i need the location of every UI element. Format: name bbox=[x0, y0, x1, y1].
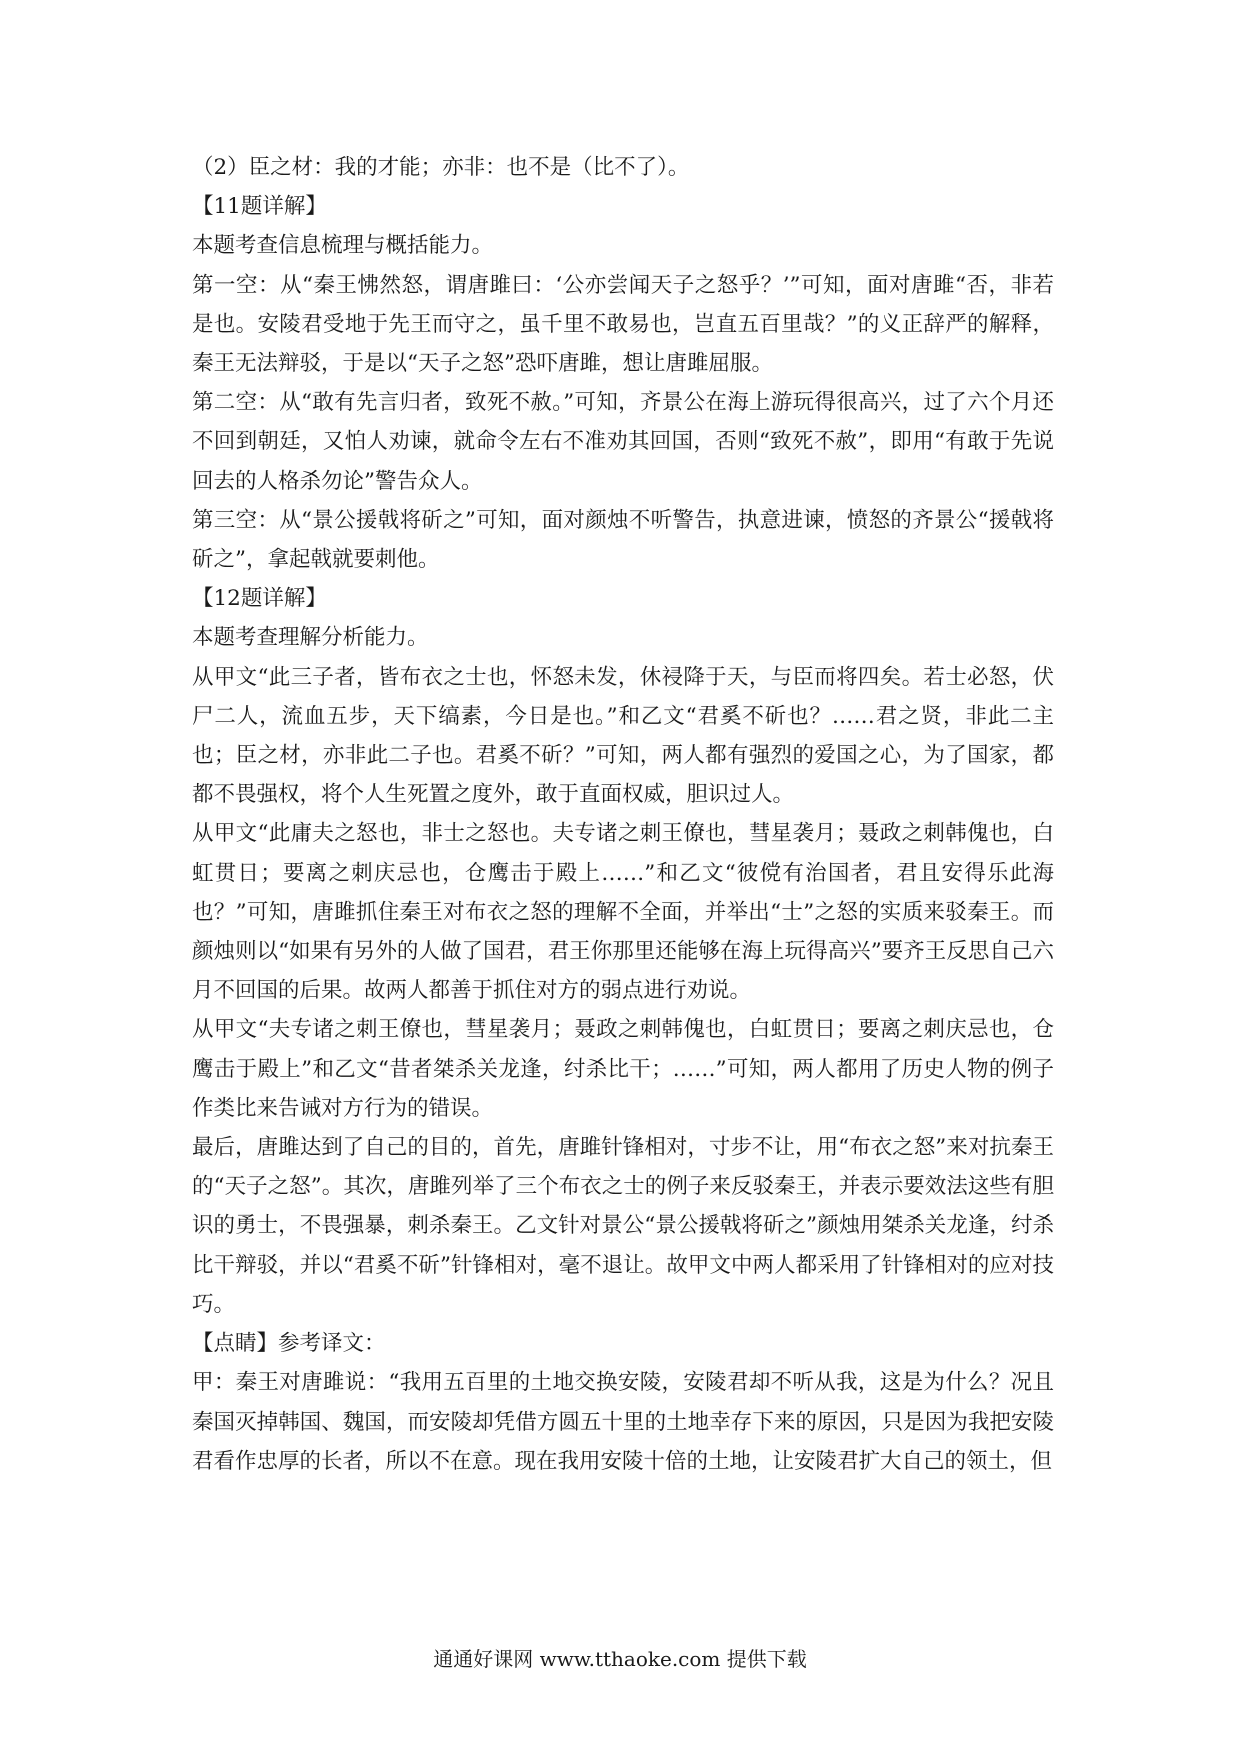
paragraph: 第三空：从“景公援戟将斫之”可知，面对颜烛不听警告，执意进谏，愤怒的齐景公“援戟将斫之”，拿起戟就要刺他。 bbox=[192, 507, 1054, 573]
paragraph: （2）臣之材：我的才能；亦非：也不是（比不了）。 bbox=[192, 155, 690, 180]
section-heading: 【点睛】参考译文： bbox=[192, 1331, 386, 1357]
paragraph: 第二空：从“敢有先言归者，致死不赦。”可知，齐景公在海上游玩得很高兴，过了六个月还不回到朝廷，又怕人劝谏，就命令左右不准劝其回国，否则“致死不赦”，即用“有敢于先说回去的人格杀勿论”警告众人。 bbox=[192, 390, 1054, 494]
section-heading: 【12题详解】 bbox=[192, 586, 327, 612]
paragraph: 本题考查理解分析能力。 bbox=[192, 625, 429, 651]
document-body bbox=[192, 148, 1054, 1481]
paragraph: 最后，唐雎达到了自己的目的，首先，唐雎针锋相对，寸步不让，用“布衣之怒”来对抗秦王的“天子之怒”。其次，唐雎列举了三个布衣之士的例子来反驳秦王，并表示要效法这些有胆识的勇士，不畏强暴，刺杀秦王。乙文针对景公“景公援戟将斫之”颜烛用桀杀关龙逢，纣杀比干辩驳，并以“君奚不斫”针锋相对，毫不退让。故甲文中两人都采用了针锋相对的应对技巧。 bbox=[192, 1135, 1054, 1317]
paragraph: 从甲文“夫专诸之刺王僚也，彗星袭月；聂政之刺韩傀也，白虹贯日；要离之刺庆忌也，仓鹰击于殿上”和乙文“昔者桀杀关龙逢，纣杀比干；……”可知，两人都用了历史人物的例子作类比来告诫对方行为的错误。 bbox=[192, 1017, 1054, 1121]
page-footer: 通通好课网 www.tthaoke.com 提供下载 bbox=[433, 1647, 807, 1671]
paragraph: 本题考查信息梳理与概括能力。 bbox=[192, 233, 494, 259]
section-heading: 【11题详解】 bbox=[192, 194, 327, 220]
paragraph: 从甲文“此三子者，皆布衣之士也，怀怒未发，休祲降于天，与臣而将四矣。若士必怒，伏尸二人，流血五步，天下缟素，今日是也。”和乙文“君奚不斫也？……君之贤，非此二主也；臣之材，亦非此二子也。君奚不斫？”可知，两人都有强烈的爱国之心，为了国家，都都不畏强权，将个人生死置之度外，敢于直面权威，胆识过人。 bbox=[192, 664, 1054, 808]
paragraph: 第一空：从“秦王怫然怒，谓唐雎曰：‘公亦尝闻天子之怒乎？’”可知，面对唐雎“否，非若是也。安陵君受地于先王而守之，虽千里不敢易也，岂直五百里哉？”的义正辞严的解释，秦王无法辩驳，于是以“天子之怒”恐吓唐雎，想让唐雎屈服。 bbox=[192, 272, 1054, 377]
paragraph: 从甲文“此庸夫之怒也，非士之怒也。夫专诸之刺王僚也，彗星袭月；聂政之刺韩傀也，白虹贯日；要离之刺庆忌也，仓鹰击于殿上……”和乙文“彼傥有治国者，君且安得乐此海也？”可知，唐雎抓住秦王对布衣之怒的理解不全面，并举出“士”之怒的实质来驳秦王。而颜烛则以“如果有另外的人做了国君，君王你那里还能够在海上玩得高兴”要齐王反思自己六月不回国的后果。故两人都善于抓住对方的弱点进行劝说。 bbox=[192, 821, 1054, 1004]
paragraph: 甲：秦王对唐雎说：“我用五百里的土地交换安陵，安陵君却不听从我，这是为什么？况且秦国灭掉韩国、魏国，而安陵却凭借方圆五十里的土地幸存下来的原因，只是因为我把安陵君看作忠厚的长者，所以不在意。现在我用安陵十倍的土地，让安陵君扩大自己的领土，但 bbox=[192, 1370, 1054, 1474]
